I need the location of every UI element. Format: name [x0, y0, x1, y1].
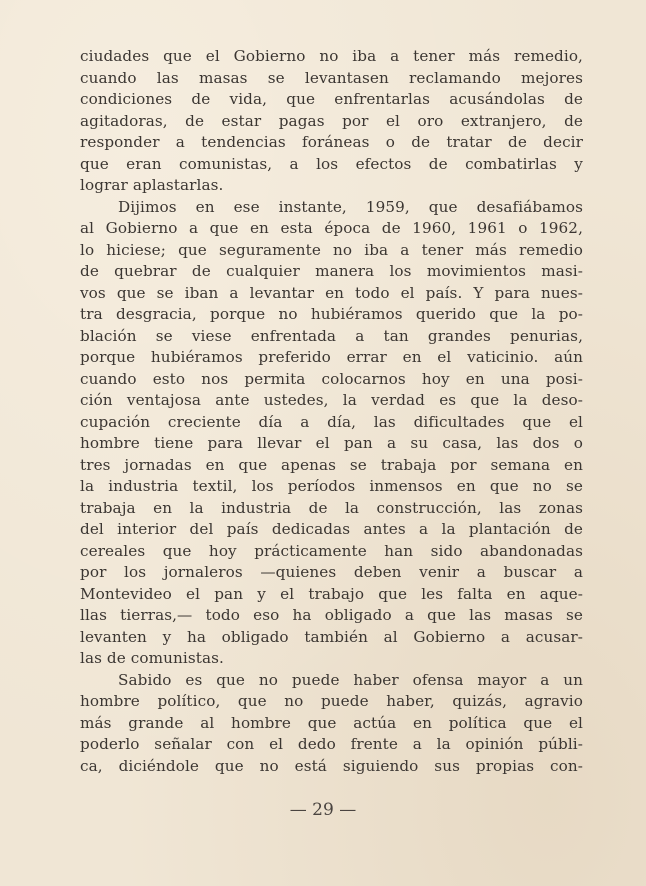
text-line: más grande al hombre que actúa en política que el — [80, 713, 583, 732]
text-line: Montevideo el pan y el trabajo que les falta en aque- — [80, 584, 583, 603]
text-line: la industria textil, los períodos inmensos en que no se — [80, 477, 583, 495]
text-line: porque hubiéramos preferido errar en el vaticinio. aún — [80, 348, 583, 366]
text-line: cuando esto nos permita colocarnos hoy en una posi- — [80, 369, 583, 388]
text-line: hombre tiene para llevar el pan a su casa, las dos o — [80, 434, 583, 452]
text-line: al Gobierno a que en esta época de 1960, 1961 o 1962, — [80, 219, 583, 237]
text-line: ciudades que el Gobierno no iba a tener más remedio, — [80, 47, 583, 65]
text-line: que eran comunistas, a los efectos de combatirlas y — [80, 154, 583, 173]
text-line: ca, diciéndole que no está siguiendo sus propias con- — [80, 756, 583, 775]
text-line: de quebrar de cualquier manera los movimientos masi- — [80, 262, 583, 280]
text-line: blación se viese enfrentada a tan grandes penurias, — [80, 326, 583, 345]
body-text — [80, 46, 583, 777]
text-line: ción ventajosa ante ustedes, la verdad es que la deso- — [80, 391, 583, 409]
text-line: vos que se iban a levantar en todo el país. Y para nues- — [80, 283, 583, 302]
text-line: agitadoras, de estar pagas por el oro extranjero, de — [80, 111, 583, 130]
text-line: del interior del país dedicadas antes a la plantación de — [80, 520, 583, 538]
text-line: responder a tendencias foráneas o de tratar de decir — [80, 133, 583, 151]
text-line: lo hiciese; que seguramente no iba a tener más remedio — [80, 240, 583, 259]
text-line: llas tierras,— todo eso ha obligado a que las masas se — [80, 606, 583, 624]
text-line: cereales que hoy prácticamente han sido abandonadas — [80, 541, 583, 560]
text-line: tra desgracia, porque no hubiéramos querido que la po- — [80, 305, 583, 323]
text-line: poderlo señalar con el dedo frente a la opinión públi- — [80, 735, 583, 753]
text-line: trabaja en la industria de la construcción, las zonas — [80, 498, 583, 517]
text-line: Dijimos en ese instante, 1959, que desafiábamos — [118, 197, 583, 216]
text-line: tres jornadas en que apenas se trabaja por semana en — [80, 455, 583, 474]
text-line: cuando las masas se levantasen reclamando mejores — [80, 68, 583, 87]
text-line: Sabido es que no puede haber ofensa mayor a un — [118, 670, 583, 689]
text-line: lograr aplastarlas. — [80, 176, 224, 194]
page-number: — 29 — — [289, 800, 357, 820]
text-line: condiciones de vida, que enfrentarlas acusándolas de — [80, 90, 583, 108]
text-line: levanten y ha obligado también al Gobierno a acusar- — [80, 627, 583, 646]
text-line: hombre político, que no puede haber, quizás, agravio — [80, 692, 583, 710]
text-line: por los jornaleros —quienes deben venir a buscar a — [80, 563, 583, 581]
text-line: las de comunistas. — [80, 649, 224, 667]
text-line: cupación creciente día a día, las dificultades que el — [80, 412, 583, 431]
